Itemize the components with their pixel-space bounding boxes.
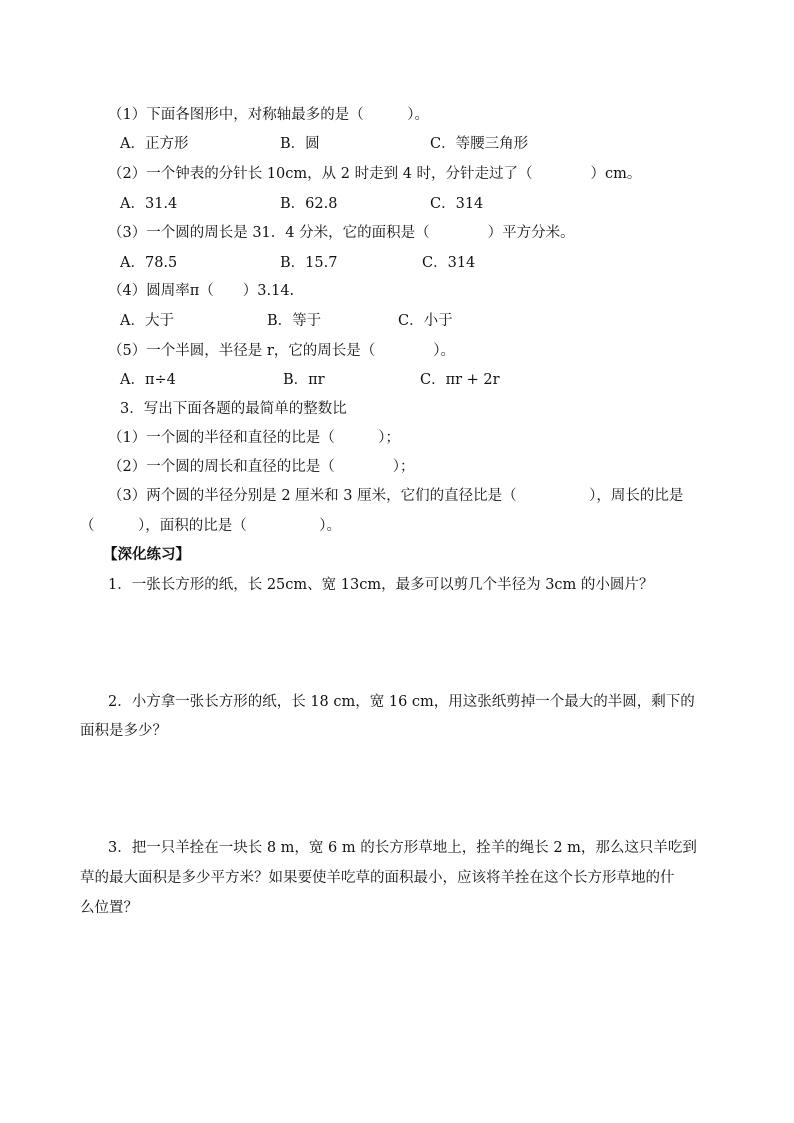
question-2-4-stem: （4）圆周率π（ ）3.14.: [108, 283, 295, 299]
option-b: B．圆: [280, 136, 320, 152]
deepen-problem-2-line-1: 2．小方拿一张长方形的纸，长 18 cm，宽 16 cm，用这张纸剪掉一个最大的半圆，剩下的: [108, 694, 695, 710]
question-2-1-stem: （1）下面各图形中，对称轴最多的是（ ）。: [108, 107, 429, 123]
option-a: A．大于: [120, 313, 174, 329]
deepen-problem-3-line-3: 么位置？: [80, 900, 138, 916]
option-a: A．31.4: [120, 196, 178, 212]
question-3-3-line-2: （ ），面积的比是（ ）。: [80, 518, 341, 534]
question-2-3-stem: （3）一个圆的周长是 31．4 分米，它的面积是（ ）平方分米。: [108, 225, 575, 241]
option-a: A．78.5: [120, 255, 178, 271]
deepen-problem-1: 1．一张长方形的纸，长 25cm、宽 13cm，最多可以剪几个半径为 3cm 的小圆片？: [108, 577, 654, 593]
question-2-5-stem: （5）一个半圆，半径是 r，它的周长是（ ）。: [108, 343, 456, 359]
question-3-3-line-1: （3）两个圆的半径分别是 2 厘米和 3 厘米，它们的直径比是（ ），周长的比是: [108, 488, 684, 504]
option-c: C．314: [430, 196, 484, 212]
deepen-problem-3-line-1: 3．把一只羊拴在一块长 8 m，宽 6 m 的长方形草地上，拴羊的绳长 2 m，那么这只羊吃到: [108, 840, 697, 856]
option-b: B．πr: [283, 372, 325, 388]
deepen-problem-3-line-2: 草的最大面积是多少平方米？如果要使羊吃草的面积最小，应该将羊拴在这个长方形草地的什: [80, 870, 675, 886]
deepen-heading: 【深化练习】: [103, 546, 190, 563]
option-b: B．等于: [267, 313, 322, 329]
question-3-1: （1）一个圆的半径和直径的比是（ ）；: [108, 430, 400, 446]
option-c: C．πr + 2r: [420, 372, 500, 388]
deepen-problem-2-line-2: 面积是多少？: [80, 723, 167, 739]
option-a: A．正方形: [120, 136, 189, 152]
option-c: C．小于: [398, 313, 453, 329]
option-c: C．等腰三角形: [430, 136, 529, 152]
question-2-2-stem: （2）一个钟表的分针长 10cm，从 2 时走到 4 时，分针走过了（ ）cm。: [108, 166, 642, 182]
option-c: C．314: [422, 255, 476, 271]
option-a: A．π÷4: [120, 372, 176, 388]
option-b: B．15.7: [280, 255, 338, 271]
option-b: B．62.8: [280, 196, 338, 212]
section-3-title: 3．写出下面各题的最简单的整数比: [120, 401, 347, 417]
question-3-2: （2）一个圆的周长和直径的比是（ ）；: [108, 459, 415, 475]
